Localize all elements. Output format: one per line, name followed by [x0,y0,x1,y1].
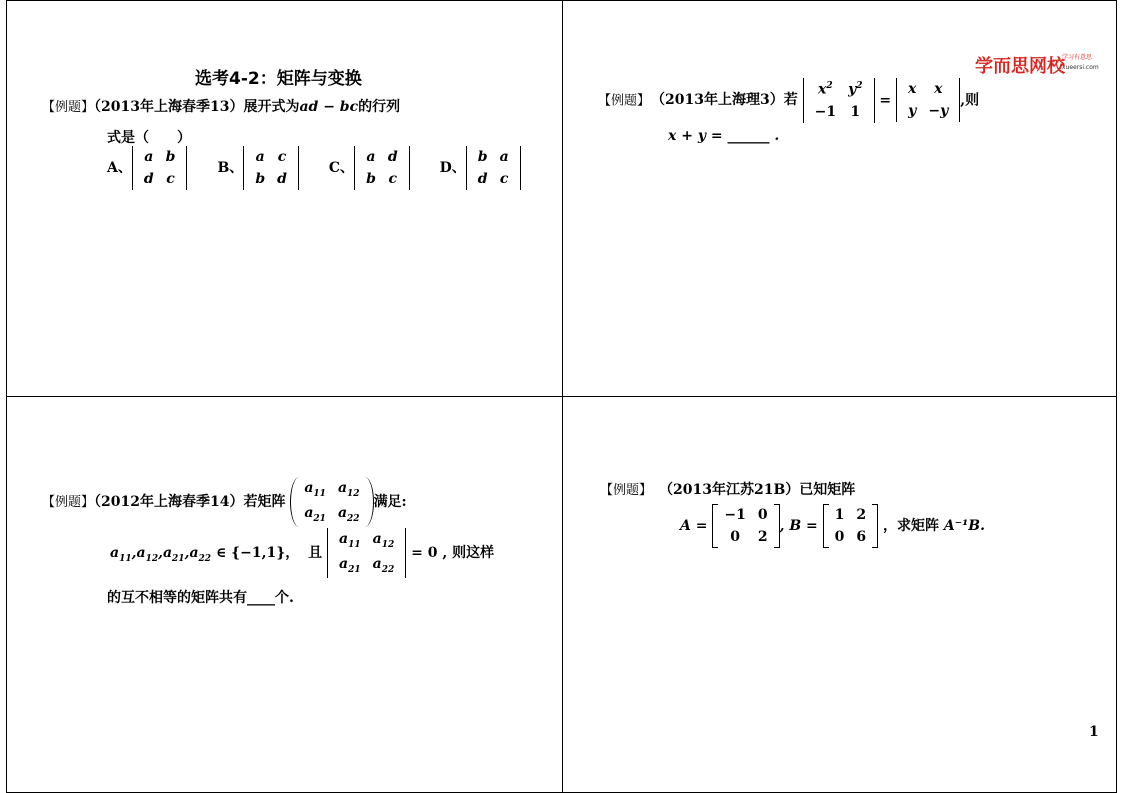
question-tail: ,则 [960,92,980,109]
question-source: （2012年上海春季14）若矩阵 [94,493,286,510]
matrix-a: −1 0 0 2 [712,504,779,548]
slide1-title: 选考4-2：矩阵与变换 [195,69,362,89]
qie-text: 且 [308,544,323,561]
slide2-question [598,78,979,123]
determinant-a: $a_{11}$ $a_{12}$ $a_{21}$ $a_{22}$ [327,528,406,578]
slide-4 [562,396,1117,793]
ask-text: ，求矩阵 [883,518,940,534]
slide4-question [600,479,855,499]
a-eq: A = [680,518,708,534]
option-determinant: a d b c [354,146,410,190]
brand-subtitle: 学习有意思 [1062,54,1093,61]
question-tail: 的行列 [358,99,401,115]
determinant-right: x x y −y [896,78,960,122]
question-tail: 满足: [373,493,407,510]
slide4-line2 [680,504,985,548]
question-source: （2013年上海春季13）展开式为 [94,99,300,115]
slide1-question [42,96,400,116]
determinant-left: $x^2$ $y^2$ −1 1 [803,78,875,123]
option-d [439,149,521,187]
example-label: 【例题】 [42,100,95,115]
page-number: 1 [1089,724,1099,740]
option-determinant: b a d c [466,146,521,190]
option-key: C、 [328,160,355,176]
option-determinant: a b d c [132,146,188,190]
slide-1 [6,0,563,397]
det-tail: = 0 , 则这样 [411,544,495,561]
target-expr: A⁻¹B. [943,518,985,534]
matrix-a: $a_{11}$ $a_{12}$ $a_{21}$ $a_{22}$ [290,477,373,527]
elements-list: $a_{11},a_{12},a_{21},a_{22}$ [110,544,212,564]
b-eq: , B = [779,518,818,534]
example-label: 【例题】 [600,483,653,498]
example-label: 【例题】 [42,494,95,510]
equals: = [879,92,892,109]
set-membership: ∈ {−1,1}， [215,544,300,561]
options-row [107,146,521,190]
option-b [217,149,298,187]
option-key: B、 [217,160,244,176]
slide3-line3: 的互不相等的矩阵共有____个. [107,590,294,606]
brand-url: xueersi.com [1062,64,1099,71]
question-source: （2013年上海理3）若 [658,92,798,109]
expression: ad − bc [299,99,359,115]
option-key: D、 [439,160,466,176]
option-a [107,149,187,187]
brand-logo: 学而思网校 [975,56,1065,77]
slide3-question [42,477,407,527]
option-key: A、 [107,160,132,176]
option-c [328,149,410,187]
slide2-line2: x + y = ______ . [668,128,780,144]
slide1-line2: 式是（ ） [107,130,191,146]
option-determinant: a c b d [243,146,299,190]
example-label: 【例题】 [598,93,651,109]
matrix-b: 1 2 0 6 [823,504,879,548]
slide3-line2 [110,528,494,578]
question-source: （2013年江苏21B）已知矩阵 [666,482,856,498]
